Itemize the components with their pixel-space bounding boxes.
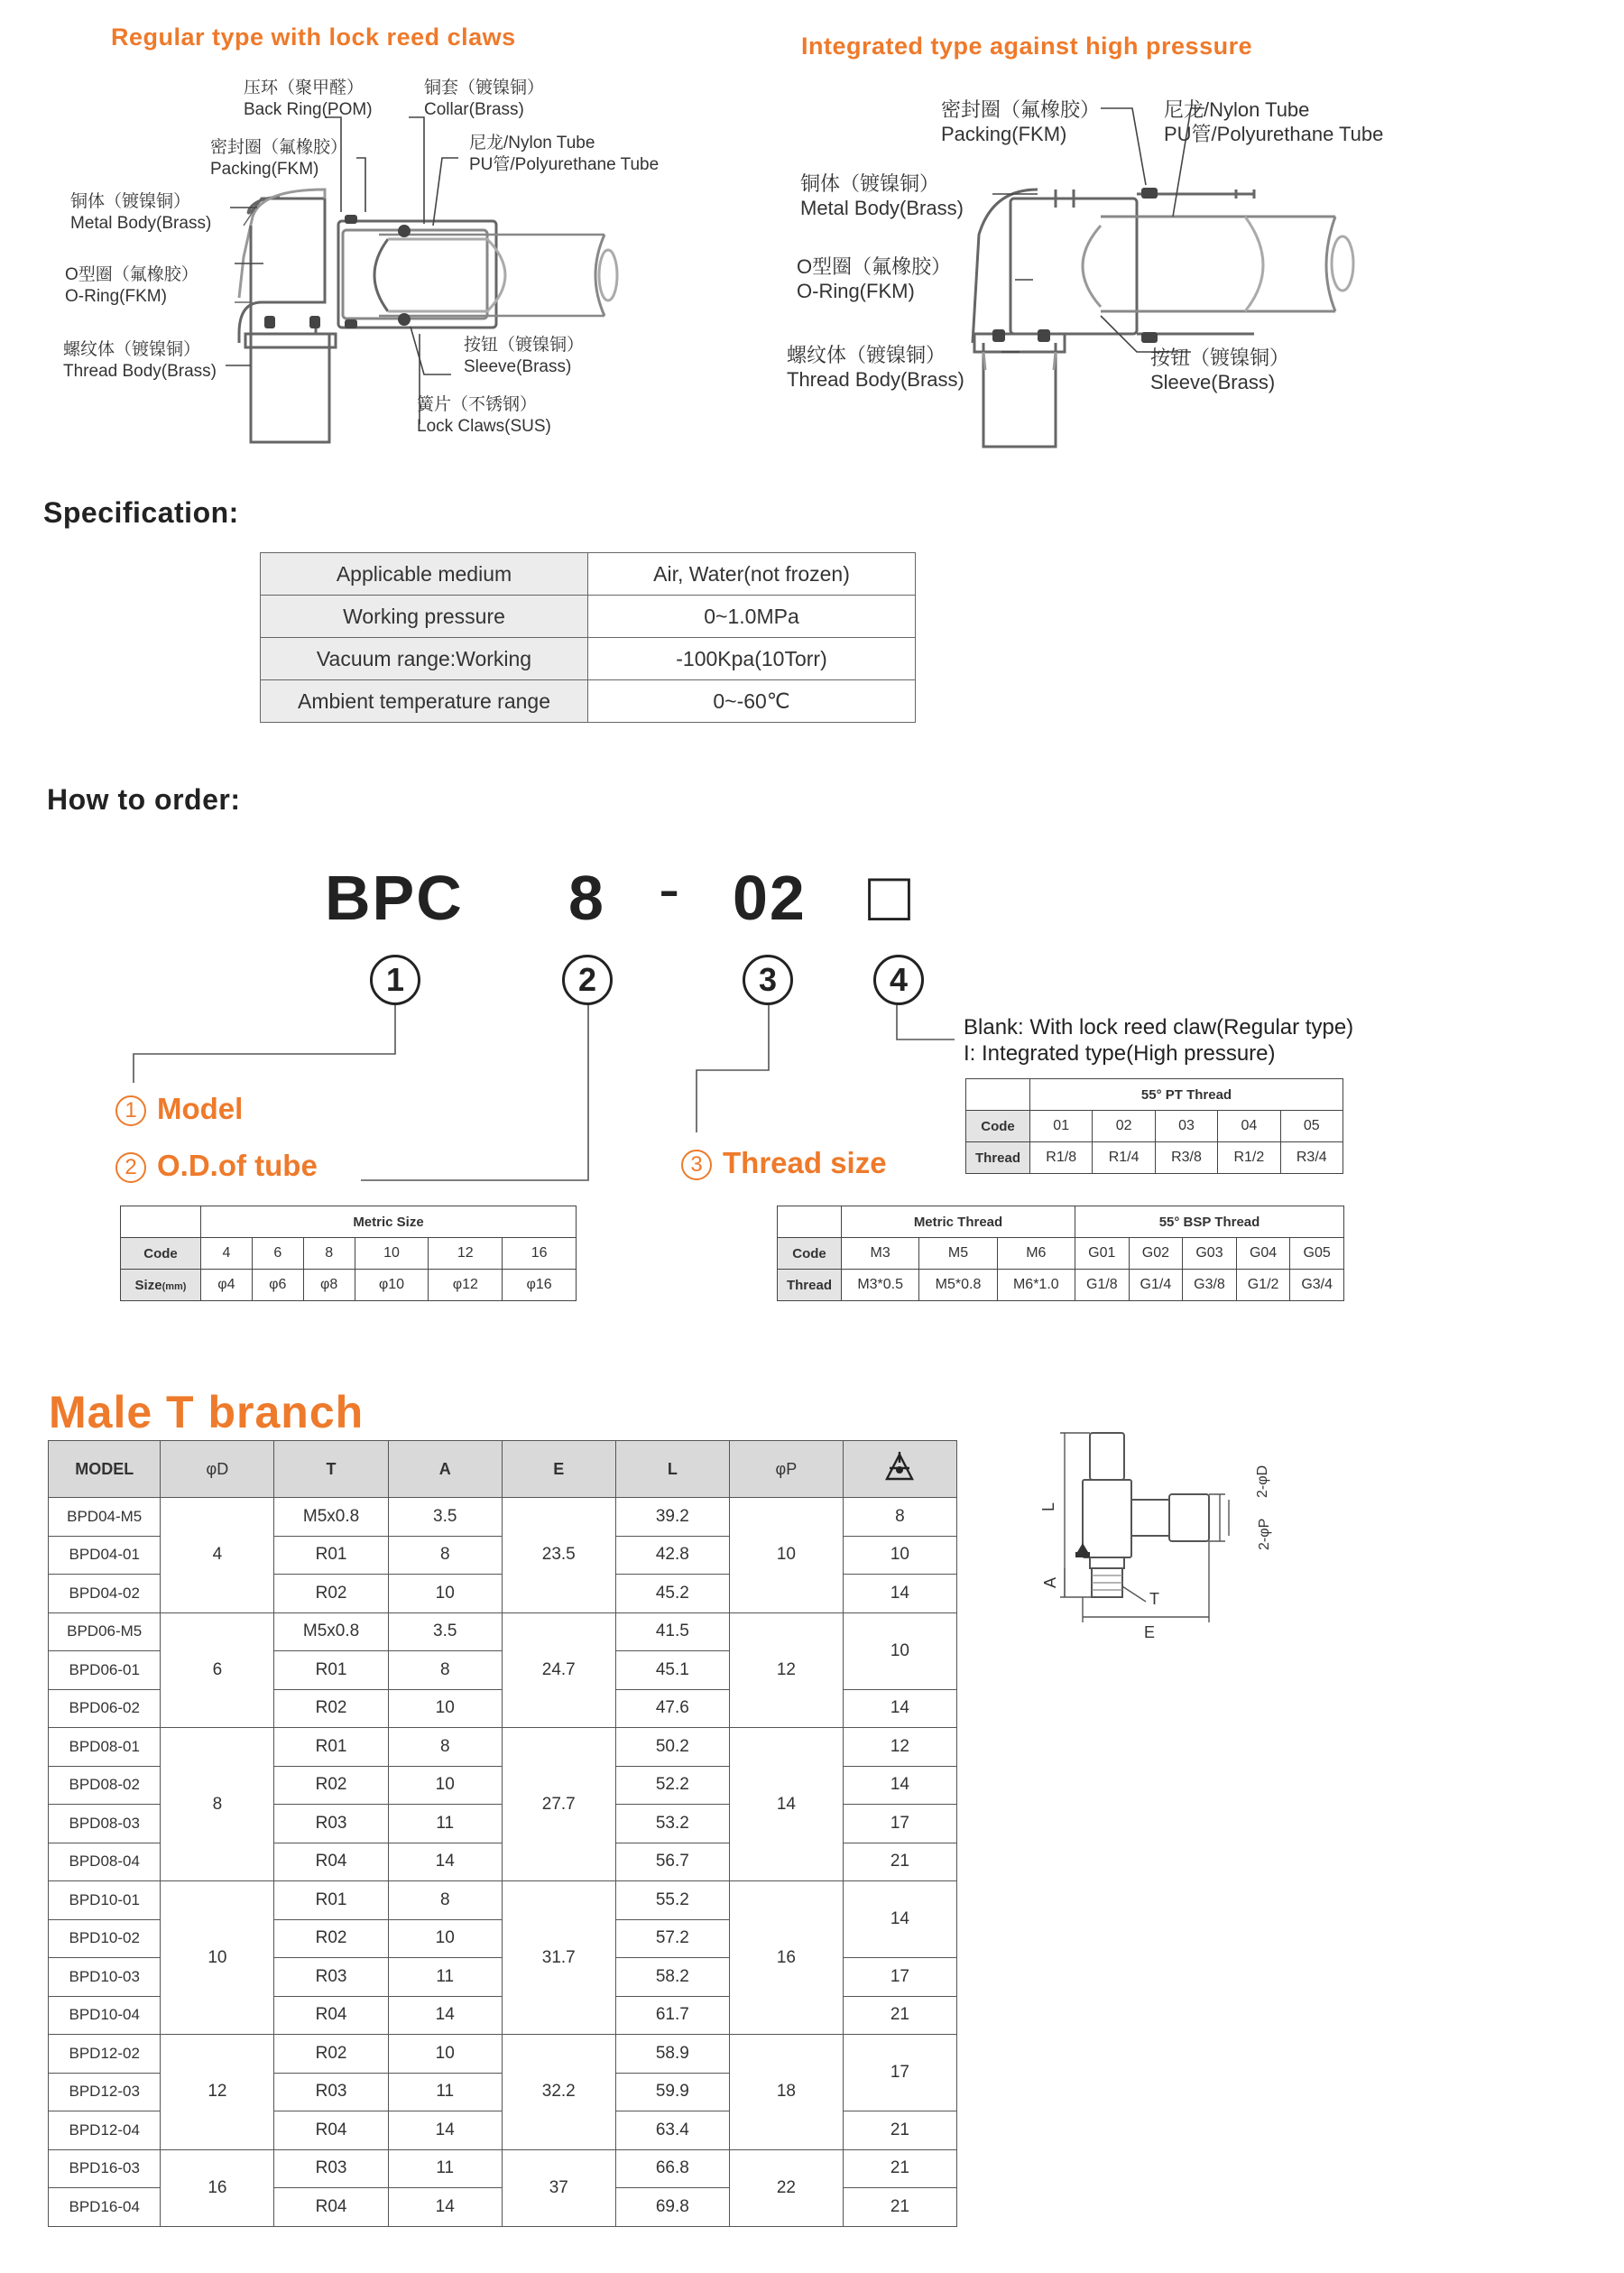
cell-p: 14	[729, 1728, 843, 1881]
cell-l: 61.7	[615, 1996, 729, 2035]
diagram-right-title: Integrated type against high pressure	[801, 32, 1253, 60]
col-t: T	[274, 1441, 388, 1498]
cell-model: BPD06-02	[49, 1689, 161, 1728]
cell-a: 14	[388, 2188, 502, 2227]
table-row	[49, 1498, 957, 1537]
wrench-size-icon	[884, 1450, 915, 1484]
cell-p: 16	[729, 1881, 843, 2035]
dim-e: E	[1144, 1623, 1156, 1641]
cell-l: 47.6	[615, 1689, 729, 1728]
cell-wrench: 17	[843, 1958, 956, 1997]
col-e: E	[502, 1441, 615, 1498]
cell-l: 53.2	[615, 1805, 729, 1843]
cell-model: BPD08-04	[49, 1843, 161, 1881]
metric-table-title: Metric Size	[201, 1206, 577, 1238]
col-a: A	[388, 1441, 502, 1498]
metric-thread-title: Metric Thread	[842, 1206, 1075, 1238]
spec-key: Applicable medium	[261, 553, 588, 596]
cell-a: 10	[388, 1919, 502, 1958]
cell-t: R04	[274, 1843, 388, 1881]
cell-wrench: 21	[843, 1843, 956, 1881]
cell-d: 16	[161, 2149, 274, 2226]
cell-a: 14	[388, 1843, 502, 1881]
cell-t: R01	[274, 1536, 388, 1575]
cell-model: BPD10-02	[49, 1919, 161, 1958]
legend-num-3: 3	[681, 1150, 712, 1180]
label-sleeve-left: 按钮（镀镍铜） Sleeve(Brass)	[464, 336, 585, 376]
col-d: φD	[161, 1441, 274, 1498]
legend-od: 2 O.D.of tube	[115, 1149, 318, 1183]
label-metal-body-right: 铜体（镀镍铜） Metal Body(Brass)	[800, 172, 964, 219]
cell-l: 58.2	[615, 1958, 729, 1997]
cell-d: 6	[161, 1612, 274, 1728]
cell-l: 57.2	[615, 1919, 729, 1958]
cell-l: 58.9	[615, 2035, 729, 2074]
cell-a: 14	[388, 1996, 502, 2035]
cell-t: R01	[274, 1881, 388, 1920]
cell-t: R03	[274, 2149, 388, 2188]
cell-t: R01	[274, 1728, 388, 1767]
cell-t: R02	[274, 1575, 388, 1613]
cell-model: BPD16-04	[49, 2188, 161, 2227]
label-lock-claws: 簧片（不锈钢） Lock Claws(SUS)	[417, 395, 551, 436]
dim-p: 2-φP	[1257, 1518, 1272, 1550]
col-l: L	[615, 1441, 729, 1498]
cell-model: BPD08-03	[49, 1805, 161, 1843]
cell-wrench: 14	[843, 1575, 956, 1613]
cell-model: BPD10-03	[49, 1958, 161, 1997]
pt-thread-label: Thread	[966, 1142, 1030, 1174]
order-code-type-box: □	[868, 856, 913, 936]
cell-wrench: 14	[843, 1881, 956, 1958]
label-tube-left: 尼龙/Nylon Tube PU管/Polyurethane Tube	[469, 134, 660, 174]
cell-a: 8	[388, 1881, 502, 1920]
order-code-thread: 02	[733, 863, 807, 933]
cell-p: 18	[729, 2035, 843, 2150]
order-num-1: 1	[370, 955, 420, 1005]
cell-model: BPD08-01	[49, 1728, 161, 1767]
product-table-body	[49, 1498, 957, 2227]
cell-model: BPD04-02	[49, 1575, 161, 1613]
order-num-3: 3	[743, 955, 793, 1005]
cell-t: R03	[274, 2073, 388, 2111]
cell-e: 37	[502, 2149, 615, 2226]
product-header-row	[49, 1441, 957, 1498]
label-thread-body-left: 螺纹体（镀镍铜） Thread Body(Brass)	[63, 340, 217, 381]
cell-wrench: 17	[843, 2035, 956, 2111]
cell-model: BPD04-01	[49, 1536, 161, 1575]
product-table	[48, 1440, 957, 2227]
dim-a: A	[1041, 1576, 1059, 1588]
spec-key: Vacuum range:Working	[261, 638, 588, 680]
cell-t: R04	[274, 2111, 388, 2150]
cell-l: 52.2	[615, 1766, 729, 1805]
cell-e: 24.7	[502, 1612, 615, 1728]
cell-wrench: 21	[843, 2149, 956, 2188]
cell-model: BPD16-03	[49, 2149, 161, 2188]
cell-model: BPD06-01	[49, 1651, 161, 1690]
diagram-left-title: Regular type with lock reed claws	[111, 23, 516, 51]
spec-value: Air, Water(not frozen)	[588, 553, 916, 596]
table-row	[49, 2149, 957, 2188]
table-row	[49, 2035, 957, 2074]
spec-value: 0~1.0MPa	[588, 596, 916, 638]
order-code-od: 8	[568, 863, 605, 933]
dim-t: T	[1149, 1590, 1159, 1608]
metric-code-label: Code	[121, 1238, 201, 1270]
cell-l: 45.2	[615, 1575, 729, 1613]
cell-a: 8	[388, 1651, 502, 1690]
cell-p: 22	[729, 2149, 843, 2226]
label-thread-body-right: 螺纹体（镀镍铜） Thread Body(Brass)	[787, 344, 964, 391]
spec-key: Working pressure	[261, 596, 588, 638]
cell-a: 10	[388, 2035, 502, 2074]
cell-d: 8	[161, 1728, 274, 1881]
col-p: φP	[729, 1441, 843, 1498]
cell-model: BPD10-01	[49, 1881, 161, 1920]
cell-l: 39.2	[615, 1498, 729, 1537]
specification-title: Specification:	[43, 496, 239, 529]
spec-key: Ambient temperature range	[261, 680, 588, 723]
metric-size-label: Size(mm)	[121, 1270, 201, 1301]
metric-size-table: Metric Size Code 4 6 8 10 12 16 Size(mm) φ4 φ6 φ8 φ10 φ12 φ16	[120, 1206, 577, 1301]
cell-l: 50.2	[615, 1728, 729, 1767]
cell-t: R02	[274, 1766, 388, 1805]
cell-l: 59.9	[615, 2073, 729, 2111]
cell-p: 12	[729, 1612, 843, 1728]
cell-model: BPD08-02	[49, 1766, 161, 1805]
cell-l: 56.7	[615, 1843, 729, 1881]
cell-l: 42.8	[615, 1536, 729, 1575]
label-tube-right: 尼龙/Nylon Tube PU管/Polyurethane Tube	[1164, 98, 1384, 145]
label-o-ring-left: O型圈（氟橡胶） O-Ring(FKM)	[65, 265, 198, 306]
cell-a: 10	[388, 1575, 502, 1613]
cell-a: 14	[388, 2111, 502, 2150]
label-back-ring: 压环（聚甲醛） Back Ring(POM)	[244, 79, 373, 119]
legend-thread: 3 Thread size	[681, 1146, 887, 1180]
cell-t: R03	[274, 1958, 388, 1997]
order-num-4: 4	[873, 955, 924, 1005]
cell-wrench: 12	[843, 1728, 956, 1767]
how-to-order-title: How to order:	[47, 783, 241, 816]
cell-model: BPD06-M5	[49, 1612, 161, 1651]
cell-a: 11	[388, 2149, 502, 2188]
cell-t: R04	[274, 1996, 388, 2035]
cell-wrench: 14	[843, 1689, 956, 1728]
cell-l: 63.4	[615, 2111, 729, 2150]
table-row	[49, 1612, 957, 1651]
cell-t: R02	[274, 1919, 388, 1958]
cell-a: 3.5	[388, 1498, 502, 1537]
legend-num-2: 2	[115, 1152, 146, 1183]
product-title: Male T branch	[49, 1387, 364, 1437]
cell-wrench: 8	[843, 1498, 956, 1537]
cell-a: 11	[388, 1958, 502, 1997]
cell-l: 66.8	[615, 2149, 729, 2188]
cell-a: 8	[388, 1536, 502, 1575]
dim-l: L	[1039, 1501, 1057, 1511]
male-t-branch-dimension-drawing	[1029, 1417, 1299, 1678]
cell-t: R03	[274, 1805, 388, 1843]
cell-t: R04	[274, 2188, 388, 2227]
type-description: Blank: With lock reed claw(Regular type) I: Integrated type(High pressure)	[964, 1015, 1354, 1066]
label-o-ring-right: O型圈（氟橡胶） O-Ring(FKM)	[797, 255, 952, 302]
cell-wrench: 21	[843, 1996, 956, 2035]
cell-model: BPD12-03	[49, 2073, 161, 2111]
cell-wrench: 14	[843, 1766, 956, 1805]
bsp-thread-title: 55° BSP Thread	[1075, 1206, 1343, 1238]
pt-code-label: Code	[966, 1111, 1030, 1142]
cell-a: 11	[388, 2073, 502, 2111]
col-wrench	[843, 1441, 956, 1498]
cell-a: 11	[388, 1805, 502, 1843]
spec-value: 0~-60℃	[588, 680, 916, 723]
label-sleeve-right: 按钮（镀镍铜） Sleeve(Brass)	[1150, 346, 1290, 393]
cell-model: BPD10-04	[49, 1996, 161, 2035]
pt-thread-table: 55° PT Thread Code 01 02 03 04 05 Thread R1/8 R1/4 R3/8 R1/2 R3/4	[965, 1078, 1343, 1174]
cell-l: 55.2	[615, 1881, 729, 1920]
cell-e: 31.7	[502, 1881, 615, 2035]
label-collar: 铜套（镀镍铜） Collar(Brass)	[424, 79, 545, 119]
legend-num-1: 1	[115, 1095, 146, 1126]
order-num-2: 2	[562, 955, 613, 1005]
label-packing-left: 密封圈（氟橡胶） Packing(FKM)	[210, 138, 348, 179]
cell-d: 4	[161, 1498, 274, 1613]
cell-a: 8	[388, 1728, 502, 1767]
cell-wrench: 10	[843, 1536, 956, 1575]
cell-d: 12	[161, 2035, 274, 2150]
cell-t: R02	[274, 2035, 388, 2074]
cell-e: 32.2	[502, 2035, 615, 2150]
cell-wrench: 17	[843, 1805, 956, 1843]
table-row	[49, 1728, 957, 1767]
spec-value: -100Kpa(10Torr)	[588, 638, 916, 680]
label-metal-body-left: 铜体（镀镍铜） Metal Body(Brass)	[70, 192, 212, 233]
cell-t: R02	[274, 1689, 388, 1728]
cell-model: BPD04-M5	[49, 1498, 161, 1537]
legend-model: 1 Model	[115, 1092, 243, 1126]
thread-code-table: Metric Thread 55° BSP Thread Code M3 M5 M6 G01 G02 G03 G04 G05 Thread M3*0.5 M5*0.8 M6*1.0 G1/8 G1/4 G3/8 G1/2 G3/4	[777, 1206, 1344, 1301]
cell-t: M5x0.8	[274, 1612, 388, 1651]
cell-t: M5x0.8	[274, 1498, 388, 1537]
cell-a: 3.5	[388, 1612, 502, 1651]
cell-e: 27.7	[502, 1728, 615, 1881]
label-packing-right: 密封圈（氟橡胶） Packing(FKM)	[941, 98, 1101, 145]
cell-l: 45.1	[615, 1651, 729, 1690]
cell-wrench: 10	[843, 1612, 956, 1689]
cell-l: 69.8	[615, 2188, 729, 2227]
col-model: MODEL	[49, 1441, 161, 1498]
cell-l: 41.5	[615, 1612, 729, 1651]
cell-model: BPD12-04	[49, 2111, 161, 2150]
cell-p: 10	[729, 1498, 843, 1613]
dim-d: 2-φD	[1255, 1465, 1270, 1498]
cell-a: 10	[388, 1766, 502, 1805]
order-code-model: BPC	[325, 863, 464, 933]
order-code-dash: -	[659, 854, 682, 924]
table-row	[49, 1881, 957, 1920]
cell-e: 23.5	[502, 1498, 615, 1613]
cell-a: 10	[388, 1689, 502, 1728]
cell-wrench: 21	[843, 2188, 956, 2227]
cell-d: 10	[161, 1881, 274, 2035]
cell-t: R01	[274, 1651, 388, 1690]
pt-table-title: 55° PT Thread	[1030, 1079, 1343, 1111]
cell-wrench: 21	[843, 2111, 956, 2150]
cell-model: BPD12-02	[49, 2035, 161, 2074]
